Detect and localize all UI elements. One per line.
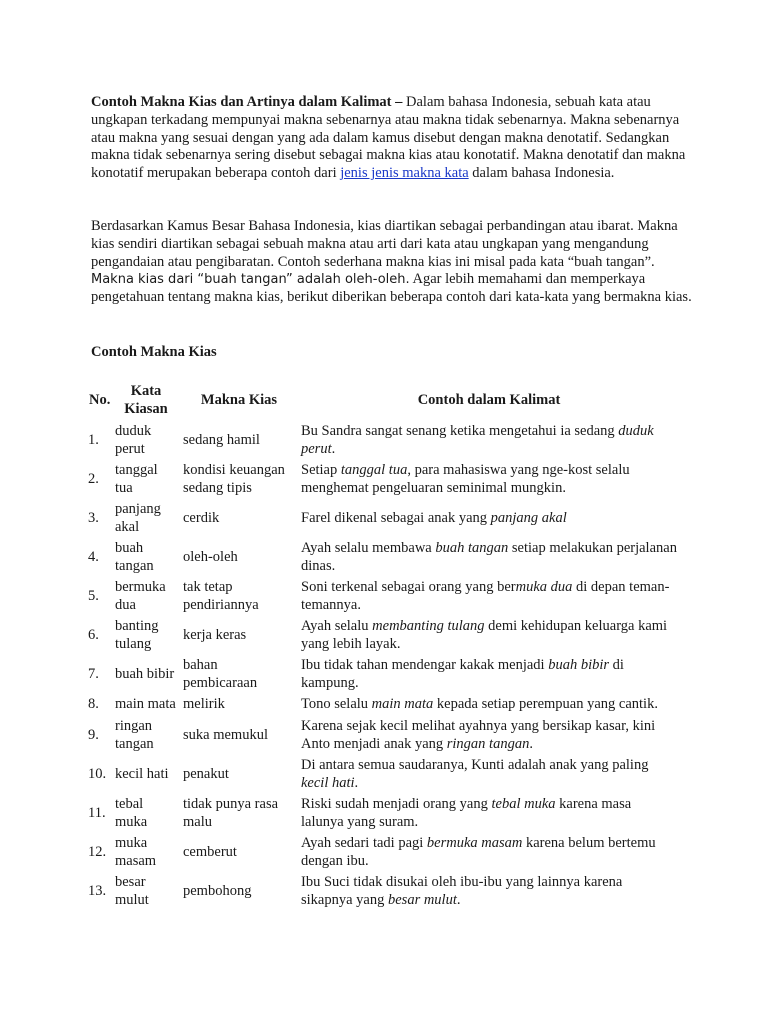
- kata-kiasan-cell: kecil hati: [115, 765, 169, 782]
- contoh-text-end: karena belum bertemu dengan ibu.: [301, 834, 656, 869]
- kata-kiasan-cell: main mata: [115, 696, 176, 713]
- row-number: 1.: [88, 431, 99, 448]
- contoh-text-end: kepada setiap perempuan yang cantik.: [433, 696, 658, 713]
- contoh-text: Ibu tidak tahan mendengar kakak menjadi: [301, 656, 549, 673]
- intro-after-link: dalam bahasa Indonesia.: [472, 165, 615, 182]
- contoh-text: Farel dikenal sebagai anak yang: [301, 509, 491, 526]
- contoh-kiasan-italic: buah bibir: [548, 656, 610, 673]
- contoh-kiasan-italic: tebal muka: [491, 795, 556, 812]
- para2-text-a: Berdasarkan Kamus Besar Bahasa Indonesia, kias diartikan sebagai perbandingan atau ibarat. Makna kias sendiri diartikan sebagai sebuah makna atau arti dari kata atau ungkapan yang mengandung pengandaian atau pengibaratan. Contoh sederhana makna kias ini misal pada kata “buah tangan”.: [91, 218, 678, 270]
- contoh-text-end: .: [331, 440, 336, 457]
- kata-kiasan-cell: tanggal tua: [115, 461, 158, 496]
- intro-title: Contoh Makna Kias dan Artinya dalam Kalimat –: [91, 94, 403, 110]
- table-row: [86, 716, 680, 755]
- contoh-kiasan-italic: main mata: [371, 696, 434, 713]
- table-row: [86, 538, 680, 577]
- para2-mono-text: Makna kias dari “buah tangan” adalah oleh-oleh.: [91, 272, 410, 288]
- contoh-kalimat-cell: [298, 794, 680, 833]
- contoh-kalimat-cell: [298, 421, 680, 460]
- makna-kias-cell: cerdik: [183, 509, 220, 526]
- makna-kias-cell: tidak punya rasa malu: [183, 795, 279, 830]
- makna-kias-cell: suka memukul: [183, 726, 268, 743]
- contoh-kalimat-cell: [298, 833, 680, 872]
- contoh-text: Di antara semua saudaranya, Kunti adalah anak yang paling: [301, 756, 649, 773]
- intro-paragraph: [91, 94, 691, 183]
- makna-kias-cell: kerja keras: [183, 626, 247, 643]
- contoh-kalimat-cell: [298, 755, 680, 794]
- kata-kiasan-cell: tebal muka: [115, 795, 148, 830]
- contoh-text: Soni terkenal sebagai orang yang ber: [301, 578, 516, 595]
- kata-kiasan-cell: besar mulut: [115, 873, 149, 908]
- table-row: [86, 655, 680, 694]
- table-row: [86, 421, 680, 460]
- contoh-text: Setiap: [301, 461, 341, 478]
- contoh-text-end: demi kehidupan keluarga kami yang lebih layak.: [301, 617, 668, 652]
- table-row: [86, 616, 680, 655]
- contoh-text-end: , para mahasiswa yang nge-kost selalu menghemat pengeluaran seminimal mungkin.: [301, 461, 630, 496]
- row-number: 7.: [88, 665, 99, 682]
- kata-kiasan-cell: buah tangan: [115, 539, 154, 574]
- intro-text: Dalam bahasa Indonesia, sebuah kata atau ungkapan terkadang mempunyai makna sebenarnya atau makna tidak sebenarnya. Makna sebenarnya atau makna yang sesuai dengan yang ada dalam kamus disebut dengan makna denotatif. Sedangkan makna tidak sebenarnya sering disebut sebagai makna kias atau konotatif. Makna denotatif dan makna konotatif merupakan beberapa contoh dari: [91, 94, 686, 182]
- table-row: [86, 694, 680, 716]
- kata-kiasan-cell: ringan tangan: [115, 717, 154, 752]
- contoh-text: Tono selalu: [301, 696, 372, 713]
- row-number: 5.: [88, 587, 99, 604]
- contoh-kiasan-italic: muka dua: [515, 578, 573, 595]
- makna-kias-table: [86, 381, 680, 911]
- table-row: [86, 755, 680, 794]
- contoh-kalimat-cell: [298, 538, 680, 577]
- row-number: 9.: [88, 726, 99, 743]
- contoh-kiasan-italic: buah tangan: [435, 539, 509, 556]
- row-number: 4.: [88, 548, 99, 565]
- table-row: [86, 872, 680, 911]
- contoh-kalimat-cell: [298, 460, 680, 499]
- contoh-kiasan-italic: panjang akal: [490, 509, 567, 526]
- contoh-text-end: di depan teman-temannya.: [301, 578, 670, 613]
- contoh-kalimat-cell: [298, 716, 680, 755]
- makna-kias-cell: kondisi keuangan sedang tipis: [183, 461, 285, 496]
- contoh-kiasan-italic: tanggal tua: [340, 461, 408, 478]
- contoh-text-end: setiap melakukan perjalanan dinas.: [301, 539, 677, 574]
- row-number: 11.: [88, 804, 106, 821]
- second-paragraph: [91, 218, 701, 307]
- makna-kias-cell: penakut: [183, 765, 229, 782]
- row-number: 8.: [88, 696, 99, 713]
- contoh-text: Riski sudah menjadi orang yang: [301, 795, 492, 812]
- contoh-text-end: .: [529, 735, 533, 752]
- makna-kias-cell: melirik: [183, 696, 225, 713]
- table-row: [86, 833, 680, 872]
- makna-kias-cell: pembohong: [183, 882, 252, 899]
- makna-kias-cell: oleh-oleh: [183, 548, 238, 565]
- contoh-text: Ayah selalu membawa: [301, 539, 436, 556]
- contoh-text: Karena sejak kecil melihat ayahnya yang bersikap kasar, kini Anto menjadi anak yang: [301, 717, 656, 752]
- row-number: 6.: [88, 626, 99, 643]
- contoh-kiasan-italic: bermuka masam: [426, 834, 523, 851]
- contoh-kiasan-italic: besar mulut: [387, 891, 457, 908]
- makna-kias-cell: bahan pembicaraan: [183, 656, 258, 691]
- contoh-text-end: karena masa lalunya yang suram.: [301, 795, 632, 830]
- contoh-kiasan-italic: membanting tulang: [372, 617, 485, 634]
- para2-text-b: Agar lebih memahami dan memperkaya pengetahuan tentang makna kias, berikut diberikan beberapa contoh dari kata-kata yang bermakna kias.: [91, 271, 692, 306]
- section-title: Contoh Makna Kias: [91, 344, 217, 360]
- contoh-text-end: di kampung.: [301, 656, 624, 691]
- kata-kiasan-cell: panjang akal: [115, 500, 161, 535]
- header-kata-kiasan: Kata Kiasan: [124, 383, 168, 417]
- table-header-row: [86, 381, 680, 421]
- table-row: [86, 794, 680, 833]
- row-number: 13.: [88, 882, 107, 899]
- header-makna-kias: Makna Kias: [200, 392, 278, 409]
- table-row: [86, 499, 680, 538]
- contoh-kalimat-cell: [298, 499, 680, 538]
- makna-kias-cell: tak tetap pendiriannya: [183, 578, 259, 613]
- table-row: [86, 460, 680, 499]
- contoh-text: Ibu Suci tidak disukai oleh ibu-ibu yang lainnya karena sikapnya yang: [301, 873, 623, 908]
- contoh-text-end: .: [354, 774, 359, 791]
- contoh-text: Ayah selalu: [301, 617, 373, 634]
- kata-kiasan-cell: bermuka dua: [115, 578, 166, 613]
- kata-kiasan-cell: banting tulang: [115, 617, 159, 652]
- contoh-kalimat-cell: [298, 694, 680, 716]
- makna-kias-cell: sedang hamil: [183, 431, 260, 448]
- makna-kata-link[interactable]: jenis jenis makna kata: [340, 165, 469, 182]
- contoh-kalimat-cell: [298, 872, 680, 911]
- contoh-text: Ayah sedari tadi pagi: [301, 834, 427, 851]
- kata-kiasan-cell: buah bibir: [115, 665, 175, 682]
- header-contoh-kalimat: Contoh dalam Kalimat: [417, 392, 561, 409]
- kata-kiasan-cell: muka masam: [115, 834, 157, 869]
- contoh-kalimat-cell: [298, 655, 680, 694]
- contoh-kiasan-italic: kecil hati: [301, 774, 355, 791]
- kata-kiasan-cell: duduk perut: [115, 422, 152, 457]
- contoh-text-end: .: [456, 891, 461, 908]
- contoh-kiasan-italic: duduk perut: [301, 422, 654, 457]
- makna-kias-cell: cemberut: [183, 843, 237, 860]
- contoh-kiasan-italic: ringan tangan: [446, 735, 530, 752]
- table-row: [86, 577, 680, 616]
- header-no: No.: [89, 392, 111, 409]
- row-number: 2.: [88, 470, 99, 487]
- row-number: 3.: [88, 509, 99, 526]
- contoh-kalimat-cell: [298, 616, 680, 655]
- row-number: 12.: [88, 843, 107, 860]
- contoh-text: Bu Sandra sangat senang ketika mengetahui ia sedang: [301, 422, 619, 439]
- row-number: 10.: [88, 765, 107, 782]
- contoh-kalimat-cell: [298, 577, 680, 616]
